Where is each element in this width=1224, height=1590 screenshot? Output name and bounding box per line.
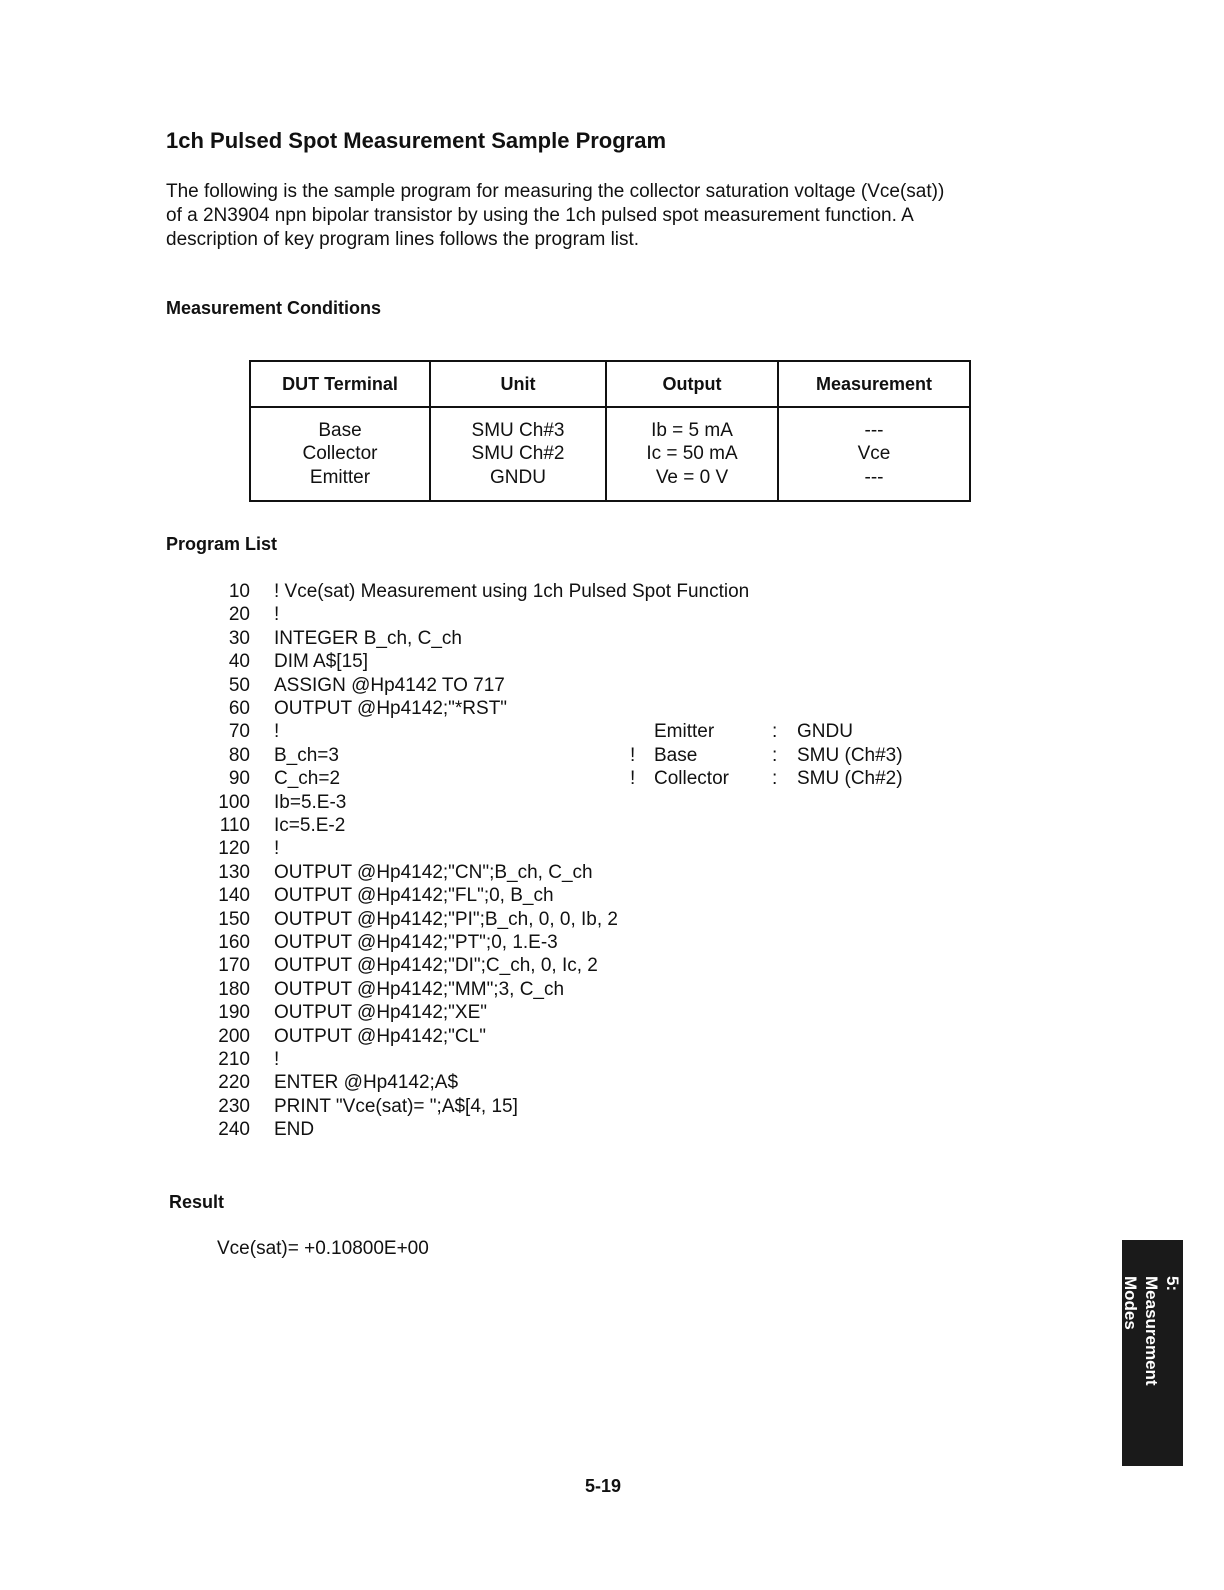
cell-unit bbox=[430, 407, 606, 501]
line-number: 190 bbox=[218, 1002, 250, 1024]
cell-value: SMU Ch#2 bbox=[471, 443, 565, 465]
line-number: 240 bbox=[218, 1119, 250, 1141]
program-line bbox=[0, 650, 900, 673]
conditions-heading: Measurement Conditions bbox=[166, 298, 382, 318]
program-heading: Program List bbox=[166, 534, 278, 554]
line-code: ! Vce(sat) Measurement using 1ch Pulsed Spot Function bbox=[274, 581, 750, 602]
line-number: 50 bbox=[228, 674, 250, 696]
line-code: OUTPUT @Hp4142;"XE" bbox=[274, 1002, 487, 1024]
line-number: 60 bbox=[228, 698, 250, 719]
line-number: 20 bbox=[228, 604, 250, 626]
comment-label: Collector bbox=[654, 768, 729, 789]
comment-colon: : bbox=[772, 768, 778, 789]
line-number: 110 bbox=[219, 815, 250, 836]
cell-dut-terminal bbox=[250, 407, 430, 501]
cell-value: Base bbox=[318, 419, 362, 441]
comment-value: SMU (Ch#3) bbox=[797, 745, 903, 766]
line-code: OUTPUT @Hp4142;"*RST" bbox=[274, 698, 508, 719]
cell-value: --- bbox=[864, 419, 884, 441]
line-code: OUTPUT @Hp4142;"DI";C_ch, 0, Ic, 2 bbox=[274, 955, 598, 977]
line-number: 220 bbox=[218, 1072, 250, 1094]
line-code: ! bbox=[274, 1049, 280, 1070]
line-number: 180 bbox=[218, 978, 250, 1000]
line-number: 70 bbox=[228, 721, 250, 743]
comment-label: Emitter bbox=[654, 721, 715, 742]
conditions-body-row bbox=[250, 407, 970, 501]
line-code: ! bbox=[274, 838, 280, 860]
program-line bbox=[0, 884, 900, 907]
program-line bbox=[0, 1048, 900, 1071]
cell-value: Ve = 0 V bbox=[655, 466, 729, 488]
program-line bbox=[0, 580, 900, 603]
line-code: INTEGER B_ch, C_ch bbox=[274, 627, 462, 649]
line-number: 230 bbox=[218, 1095, 250, 1117]
cell-value: Ib = 5 mA bbox=[651, 419, 733, 441]
conditions-table bbox=[249, 360, 971, 502]
col-header-dut: DUT Terminal bbox=[250, 361, 430, 407]
program-line bbox=[0, 837, 900, 860]
program-line bbox=[0, 908, 900, 931]
line-code: OUTPUT @Hp4142;"CN";B_ch, C_ch bbox=[274, 861, 593, 883]
line-code: C_ch=2 bbox=[274, 768, 341, 790]
program-line bbox=[0, 767, 900, 790]
line-number: 150 bbox=[218, 908, 250, 930]
col-header-output: Output bbox=[606, 361, 778, 407]
line-code: ENTER @Hp4142;A$ bbox=[274, 1072, 459, 1094]
program-line bbox=[0, 603, 900, 626]
page-number: 5-19 bbox=[585, 1476, 622, 1496]
line-code: ! bbox=[274, 604, 280, 626]
chapter-tab bbox=[1122, 1240, 1183, 1466]
comment-bang: ! bbox=[630, 745, 636, 766]
cell-value: --- bbox=[864, 466, 884, 488]
line-number: 120 bbox=[218, 838, 250, 860]
chapter-tab-label bbox=[1120, 1276, 1183, 1456]
line-number: 200 bbox=[218, 1025, 250, 1047]
intro-line: The following is the sample program for measuring the collector saturation voltage (Vce(sat)) bbox=[166, 181, 945, 202]
line-code: DIM A$[15] bbox=[274, 651, 368, 673]
line-number: 90 bbox=[228, 768, 250, 790]
line-code: ASSIGN @Hp4142 TO 717 bbox=[274, 674, 505, 696]
result-output: Vce(sat)= +0.10800E+00 bbox=[217, 1238, 429, 1259]
line-number: 100 bbox=[218, 791, 250, 813]
program-line bbox=[0, 814, 900, 837]
program-line bbox=[0, 1118, 900, 1141]
program-line bbox=[0, 697, 900, 720]
cell-value: Vce bbox=[857, 443, 891, 465]
line-number: 40 bbox=[228, 651, 250, 673]
program-line bbox=[0, 861, 900, 884]
program-line bbox=[0, 931, 900, 954]
chapter-tab-number: 5: bbox=[1163, 1276, 1182, 1292]
program-line bbox=[0, 1071, 900, 1094]
comment-value: GNDU bbox=[797, 721, 853, 742]
page-title: 1ch Pulsed Spot Measurement Sample Program bbox=[166, 128, 667, 153]
program-line bbox=[0, 1095, 900, 1118]
line-code: Ic=5.E-2 bbox=[274, 815, 346, 836]
program-line bbox=[0, 720, 900, 743]
line-number: 170 bbox=[218, 955, 250, 977]
program-line bbox=[0, 954, 900, 977]
line-code: OUTPUT @Hp4142;"FL";0, B_ch bbox=[274, 885, 554, 907]
line-number: 30 bbox=[228, 627, 250, 649]
line-number: 10 bbox=[228, 581, 250, 602]
chapter-tab-line: Modes bbox=[1121, 1276, 1140, 1330]
intro-line: description of key program lines follows the program list. bbox=[166, 229, 640, 250]
program-line bbox=[0, 674, 900, 697]
comment-colon: : bbox=[772, 721, 778, 742]
comment-value: SMU (Ch#2) bbox=[797, 768, 903, 789]
program-line bbox=[0, 744, 900, 767]
line-code: B_ch=3 bbox=[274, 744, 339, 766]
line-number: 160 bbox=[218, 932, 250, 953]
intro-paragraph bbox=[166, 180, 1046, 252]
line-number: 80 bbox=[228, 744, 250, 766]
line-code: ! bbox=[274, 721, 280, 743]
line-code: OUTPUT @Hp4142;"CL" bbox=[274, 1025, 486, 1047]
line-code: Ib=5.E-3 bbox=[274, 791, 347, 813]
cell-output bbox=[606, 407, 778, 501]
line-code: END bbox=[274, 1119, 315, 1141]
cell-value: GNDU bbox=[490, 466, 546, 488]
program-line bbox=[0, 1001, 900, 1024]
line-code: OUTPUT @Hp4142;"PT";0, 1.E-3 bbox=[274, 932, 558, 953]
line-code: OUTPUT @Hp4142;"PI";B_ch, 0, 0, Ib, 2 bbox=[274, 908, 618, 930]
line-number: 140 bbox=[218, 885, 250, 907]
line-number: 210 bbox=[218, 1049, 250, 1070]
program-line bbox=[0, 978, 900, 1001]
line-code: PRINT "Vce(sat)= ";A$[4, 15] bbox=[274, 1095, 518, 1117]
comment-bang: ! bbox=[630, 768, 636, 789]
program-line bbox=[0, 791, 900, 814]
program-line bbox=[0, 1025, 900, 1048]
program-line bbox=[0, 627, 900, 650]
line-number: 130 bbox=[218, 861, 250, 883]
cell-measurement bbox=[778, 407, 970, 501]
conditions-header-row bbox=[250, 361, 970, 407]
comment-colon: : bbox=[772, 745, 778, 766]
line-code: OUTPUT @Hp4142;"MM";3, C_ch bbox=[274, 978, 565, 1000]
comment-label: Base bbox=[654, 745, 698, 766]
col-header-measurement: Measurement bbox=[778, 361, 970, 407]
chapter-tab-line: Measurement bbox=[1142, 1276, 1161, 1386]
result-heading: Result bbox=[169, 1192, 225, 1212]
col-header-unit: Unit bbox=[430, 361, 606, 407]
cell-value: Collector bbox=[302, 443, 378, 465]
cell-value: Ic = 50 mA bbox=[646, 443, 738, 465]
intro-line: of a 2N3904 npn bipolar transistor by using the 1ch pulsed spot measurement function. A bbox=[166, 205, 914, 226]
cell-value: Emitter bbox=[309, 466, 371, 488]
cell-value: SMU Ch#3 bbox=[471, 419, 565, 441]
